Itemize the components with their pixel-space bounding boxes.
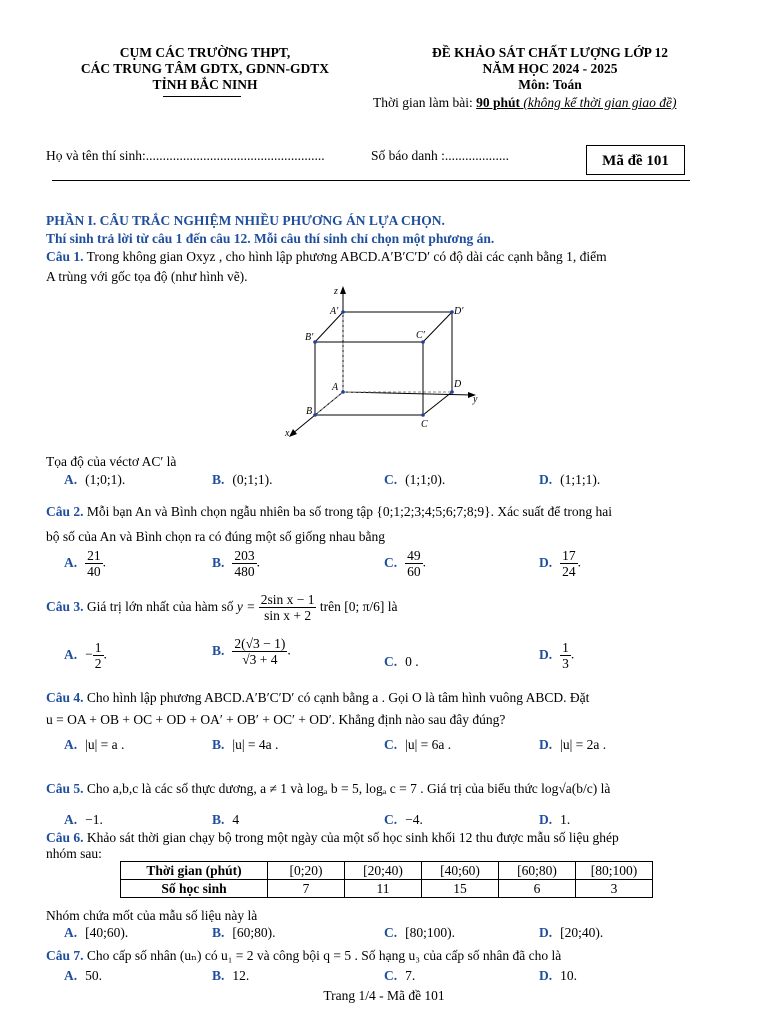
q1-prompt: Tọa độ của véctơ AC′ là: [46, 454, 177, 469]
school-header: [40, 45, 370, 93]
table-cell: 3: [576, 880, 653, 898]
q3-line1: Câu 3. Giá trị lớn nhất của hàm số y = $\frac{\text{2sin x − 1}}{\text{sin x + 2}}$ trên [0; π/6] là: [46, 592, 398, 624]
q6-option-d[interactable]: D. [20;40).: [539, 925, 604, 940]
table-cell: [60;80): [499, 862, 576, 880]
q4-line2: u = OA + OB + OC + OD + OA′ + OB′ + OC′ + OD′. Khẳng định nào sau đây đúng?: [46, 712, 506, 727]
q5-option-d[interactable]: D. 1.: [539, 812, 571, 827]
q1-text1: Trong không gian Oxyz , cho hình lập phương ABCD.A′B′C′D′ có độ dài các cạnh bằng 1, điểm: [86, 249, 607, 264]
q5-label: Câu 5.: [46, 781, 84, 796]
header-line-3: TỈNH BẮC NINH: [152, 77, 258, 92]
q6-option-c[interactable]: C. [80;100).: [384, 925, 455, 940]
q1-label: Câu 1.: [46, 249, 84, 264]
q3-function: $\frac{\text{2sin x − 1}}{\text{sin x + 2}}$: [260, 592, 315, 624]
table-cell: 6: [499, 880, 576, 898]
q4-label: Câu 4.: [46, 690, 84, 705]
table-cell: 15: [422, 880, 499, 898]
label-x: x: [285, 428, 290, 439]
q5-text1: Cho a,b,c là các số thực dương, a ≠ 1 và logₐ b = 5, logₐ c = 7 . Giá trị của biểu thức log√a(b/c) là: [86, 781, 611, 796]
q6-line2: nhóm sau:: [46, 846, 102, 861]
q3-option-d[interactable]: D. $\frac{1}{3}$ .: [539, 640, 575, 671]
table-cell: 7: [268, 880, 345, 898]
q1-option-b[interactable]: B. (0;1;1).: [212, 472, 273, 487]
q3-text1: Giá trị lớn nhất của hàm số: [86, 599, 234, 614]
q2-line1: [46, 503, 612, 520]
table-row: [121, 880, 653, 898]
table-cell: [0;20): [268, 862, 345, 880]
q3-option-c[interactable]: C. 0 .: [384, 654, 419, 669]
cube-figure: [280, 282, 500, 442]
q5-option-c[interactable]: C. −4.: [384, 812, 423, 827]
q6-line1: [46, 829, 619, 846]
q5-option-b[interactable]: B. 4: [212, 812, 240, 827]
q4-option-b[interactable]: B. |u| = 4a .: [212, 737, 279, 752]
label-C1: C′: [416, 330, 425, 341]
time-value: 90 phút: [476, 95, 521, 110]
x-axis: [292, 392, 343, 434]
q6-label: Câu 6.: [46, 830, 84, 845]
q5-option-a[interactable]: A. −1.: [64, 812, 103, 827]
q7-line1: [46, 947, 561, 964]
table-cell: [40;60): [422, 862, 499, 880]
q7-text1: Cho cấp số nhân (uₙ) có u₁ = 2 và công bội q = 5 . Số hạng u₃ của cấp số nhân đã cho là: [86, 948, 562, 963]
time-note: (không kể thời gian giao đề): [520, 95, 677, 110]
q1-line2: A trùng với gốc tọa độ (như hình vẽ).: [46, 269, 248, 284]
frequency-table: [120, 861, 653, 898]
q6-option-b[interactable]: B. [60;80).: [212, 925, 276, 940]
student-id-field: Số báo danh :...................: [371, 148, 509, 163]
q2-label: Câu 2.: [46, 504, 84, 519]
q2-line2: bộ số của An và Bình chọn ra có đúng một số giống nhau bằng: [46, 529, 385, 544]
q6-prompt: Nhóm chứa mốt của mẫu số liệu này là: [46, 908, 258, 923]
q4-line1: [46, 689, 589, 706]
q7-option-d[interactable]: D. 10.: [539, 968, 577, 983]
q1-option-a[interactable]: A. (1;0;1).: [64, 472, 126, 487]
part1-instruction: Thí sinh trả lời từ câu 1 đến câu 12. Mỗi câu thí sinh chỉ chọn một phương án.: [46, 231, 495, 246]
label-A1: A′: [330, 306, 339, 317]
x-arrow: [289, 429, 297, 437]
q7-option-b[interactable]: B. 12.: [212, 968, 250, 983]
q2-option-a[interactable]: A. $\frac{21}{40}$ .: [64, 548, 106, 579]
q1-line1: [46, 248, 607, 265]
label-y: y: [473, 394, 478, 405]
q4-option-d[interactable]: D. |u| = 2a .: [539, 737, 607, 752]
q6-text1: Khảo sát thời gian chạy bộ trong một ngày của một số học sinh khối 12 thu được mẫu số liệu ghép: [86, 830, 619, 845]
q2-text1: Mỗi bạn An và Bình chọn ngẫu nhiên ba số trong tập {0;1;2;3;4;5;6;7;8;9}. Xác suất để trong hai: [86, 504, 613, 519]
table-cell: [20;40): [345, 862, 422, 880]
edge-C1D1: [423, 312, 452, 342]
q3-text2: trên [0; π/6] là: [319, 599, 398, 614]
q4-option-a[interactable]: A. |u| = a .: [64, 737, 125, 752]
z-arrow: [340, 286, 346, 294]
part1-title: PHẦN I. CÂU TRẮC NGHIỆM NHIỀU PHƯƠNG ÁN LỰA CHỌN.: [46, 213, 445, 228]
q7-label: Câu 7.: [46, 948, 84, 963]
header-underline: [163, 96, 241, 97]
label-A: A: [332, 382, 339, 393]
student-name-field: Họ và tên thí sinh:.....................................................: [46, 148, 325, 163]
q2-option-c[interactable]: C. $\frac{49}{60}$ .: [384, 548, 426, 579]
q2-option-d[interactable]: D. $\frac{17}{24}$ .: [539, 548, 581, 579]
school-year: NĂM HỌC 2024 - 2025: [482, 61, 618, 76]
q1-option-c[interactable]: C. (1;1;0).: [384, 472, 446, 487]
q3-label: Câu 3.: [46, 599, 84, 614]
table-cell: 11: [345, 880, 422, 898]
q6-option-a[interactable]: A. [40;60).: [64, 925, 129, 940]
q3-option-b[interactable]: B. $\frac{2(√3 - 1)}{√3 + 4}$ .: [212, 636, 291, 667]
subject: Môn: Toán: [518, 77, 582, 92]
label-z: z: [334, 286, 338, 297]
time-line: [373, 95, 676, 111]
edge-CD: [423, 392, 452, 415]
header-line-1: CỤM CÁC TRƯỜNG THPT,: [119, 45, 291, 60]
label-D: D: [454, 379, 462, 390]
table-row: [121, 862, 653, 880]
q5-line1: [46, 780, 610, 797]
header-line-2: CÁC TRUNG TÂM GDTX, GDNN-GDTX: [80, 61, 330, 76]
table-header-count: Số học sinh: [121, 880, 268, 898]
table-cell: [80;100): [576, 862, 653, 880]
q2-option-b[interactable]: B. $\frac{203}{480}$ .: [212, 548, 261, 579]
q3-option-a[interactable]: A. − $\frac{1}{2}$ .: [64, 640, 107, 671]
q4-option-c[interactable]: C. |u| = 6a .: [384, 737, 452, 752]
label-C: C: [421, 419, 428, 430]
time-label: Thời gian làm bài:: [373, 95, 477, 110]
page-footer: Trang 1/4 - Mã đề 101: [323, 988, 445, 1003]
q1-option-d[interactable]: D. (1;1;1).: [539, 472, 601, 487]
label-B: B: [306, 406, 313, 417]
front-face: [315, 342, 423, 415]
q7-option-c[interactable]: C. 7.: [384, 968, 416, 983]
label-B1: B′: [305, 332, 314, 343]
label-D1: D′: [454, 306, 464, 317]
table-header-time: Thời gian (phút): [121, 862, 268, 880]
edge-B1A1: [315, 312, 343, 342]
exam-title: ĐỀ KHẢO SÁT CHẤT LƯỢNG LỚP 12: [431, 45, 669, 60]
divider: [52, 180, 690, 181]
exam-header: [380, 45, 720, 93]
q7-option-a[interactable]: A. 50.: [64, 968, 102, 983]
exam-code-box: Mã đề 101: [586, 145, 685, 175]
q4-text1: Cho hình lập phương ABCD.A′B′C′D′ có cạnh bằng a . Gọi O là tâm hình vuông ABCD. Đặt: [86, 690, 590, 705]
